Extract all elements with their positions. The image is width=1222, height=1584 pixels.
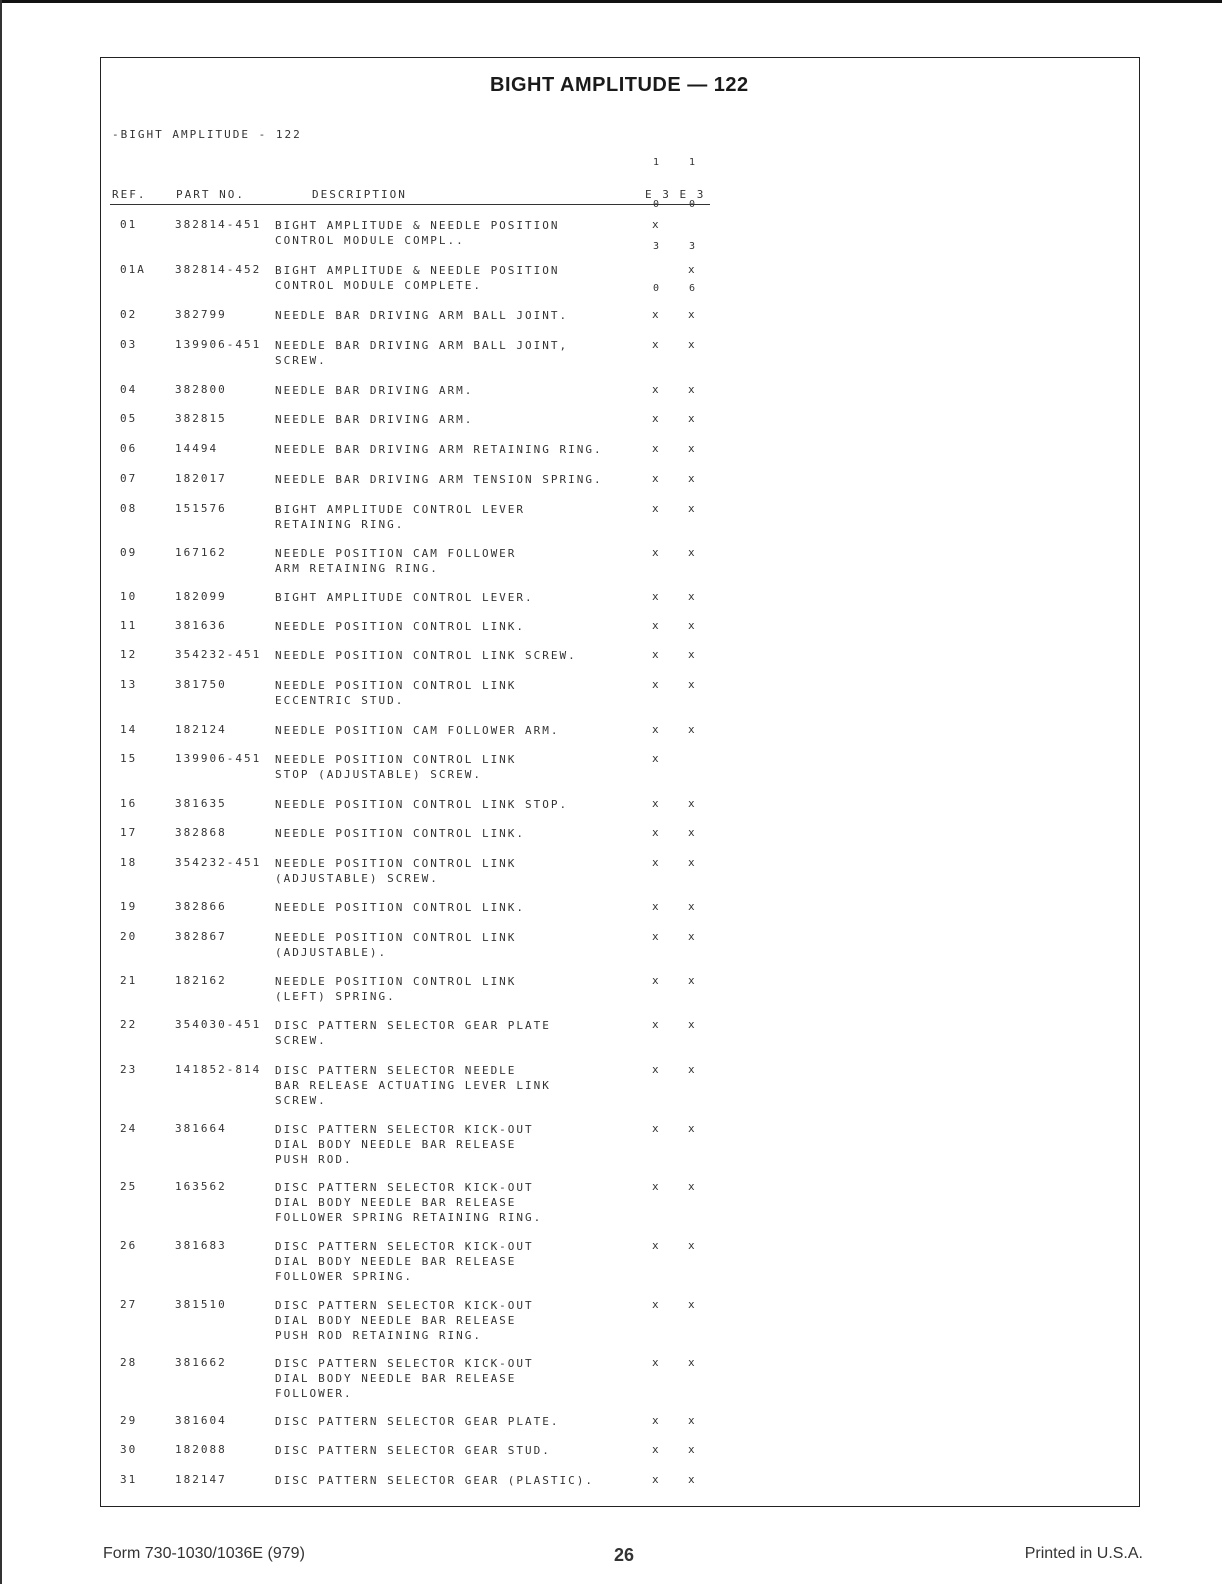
page-title: BIGHT AMPLITUDE — 122 [490, 74, 749, 96]
description-line: DISC PATTERN SELECTOR NEEDLE [275, 1064, 517, 1077]
ref-cell: 09 [120, 546, 138, 559]
model-1030-mark: x [652, 648, 661, 661]
ref-cell: 14 [120, 723, 138, 736]
description-line: NEEDLE BAR DRIVING ARM. [275, 384, 474, 397]
model-1036-mark: x [688, 797, 697, 810]
description-line: FOLLOWER SPRING RETAINING RING. [275, 1211, 543, 1224]
model-1030-mark: x [652, 752, 661, 765]
ref-cell: 13 [120, 678, 138, 691]
model-1030-mark: x [652, 383, 661, 396]
description-cell [275, 412, 473, 427]
ref-cell: 26 [120, 1239, 138, 1252]
ref-cell: 06 [120, 442, 138, 455]
model-1030-mark: x [652, 1414, 661, 1427]
model-char: 3 [652, 241, 662, 252]
model-1036-mark: x [688, 546, 697, 559]
model-1030-mark: x [652, 1473, 661, 1486]
model-1030-mark: x [652, 472, 661, 485]
description-cell [275, 678, 516, 708]
description-line: NEEDLE POSITION CONTROL LINK. [275, 827, 526, 840]
ref-cell: 31 [120, 1473, 138, 1486]
model-1030-mark: x [652, 1239, 661, 1252]
description-cell [275, 1239, 534, 1284]
model-1036-mark: x [688, 1122, 697, 1135]
ref-cell: 29 [120, 1414, 138, 1427]
part-number-cell: 151576 [175, 502, 227, 515]
model-1036-mark: x [688, 1018, 697, 1031]
model-1036-mark: x [688, 1180, 697, 1193]
ref-cell: 27 [120, 1298, 138, 1311]
description-cell [275, 900, 525, 915]
ref-cell: 25 [120, 1180, 138, 1193]
description-cell [275, 472, 603, 487]
model-char: 3 [688, 241, 698, 252]
part-number-cell: 163562 [175, 1180, 227, 1193]
description-line: NEEDLE BAR DRIVING ARM TENSION SPRING. [275, 473, 603, 486]
description-cell [275, 502, 525, 532]
model-char: 6 [688, 283, 698, 294]
description-line: DIAL BODY NEEDLE BAR RELEASE [275, 1196, 517, 1209]
description-line: DISC PATTERN SELECTOR KICK-OUT [275, 1240, 534, 1253]
model-1036-mark: x [688, 1356, 697, 1369]
ref-cell: 18 [120, 856, 138, 869]
model-1036-mark: x [688, 383, 697, 396]
model-column-1036 [687, 128, 699, 310]
description-line: (ADJUSTABLE). [275, 946, 388, 959]
description-cell [275, 826, 525, 841]
model-1036-mark: x [688, 308, 697, 321]
ref-cell: 01A [120, 263, 146, 276]
left-edge-line [0, 0, 2, 1584]
part-number-cell: 182099 [175, 590, 227, 603]
description-line: PUSH ROD. [275, 1153, 353, 1166]
part-number-cell: 382800 [175, 383, 227, 396]
ref-cell: 12 [120, 648, 138, 661]
model-1036-mark: x [688, 826, 697, 839]
description-cell [275, 546, 516, 576]
ref-cell: 17 [120, 826, 138, 839]
model-1036-mark: x [688, 1443, 697, 1456]
model-1036-mark: x [688, 472, 697, 485]
part-number-cell: 354232-451 [175, 648, 262, 661]
header-ref: REF. [112, 188, 147, 201]
description-cell [275, 974, 516, 1004]
description-cell [275, 338, 568, 368]
part-number-cell: 139906-451 [175, 338, 262, 351]
header-rule [110, 204, 710, 205]
part-number-cell: 381662 [175, 1356, 227, 1369]
model-1036-mark: x [688, 263, 697, 276]
ref-cell: 23 [120, 1063, 138, 1076]
model-1030-mark: x [652, 678, 661, 691]
description-line: BIGHT AMPLITUDE & NEEDLE POSITION [275, 219, 560, 232]
model-1036-mark: x [688, 856, 697, 869]
ref-cell: 10 [120, 590, 138, 603]
model-1036-mark: x [688, 1473, 697, 1486]
description-line: CONTROL MODULE COMPL.. [275, 234, 465, 247]
description-line: NEEDLE BAR DRIVING ARM. [275, 413, 474, 426]
part-number-cell: 381635 [175, 797, 227, 810]
description-line: RETAINING RING. [275, 518, 405, 531]
description-line: CONTROL MODULE COMPLETE. [275, 279, 482, 292]
model-1030-mark: x [652, 930, 661, 943]
description-line: DISC PATTERN SELECTOR GEAR (PLASTIC). [275, 1474, 595, 1487]
description-line: NEEDLE POSITION CONTROL LINK SCREW. [275, 649, 577, 662]
description-line: (ADJUSTABLE) SCREW. [275, 872, 439, 885]
description-cell [275, 1298, 534, 1343]
ref-cell: 24 [120, 1122, 138, 1135]
description-line: NEEDLE POSITION CONTROL LINK [275, 931, 517, 944]
model-1030-mark: x [652, 546, 661, 559]
ref-cell: 05 [120, 412, 138, 425]
part-number-cell: 182147 [175, 1473, 227, 1486]
description-cell [275, 1122, 534, 1167]
ref-cell: 16 [120, 797, 138, 810]
ref-cell: 04 [120, 383, 138, 396]
model-1030-mark: x [652, 723, 661, 736]
model-1030-mark: x [652, 856, 661, 869]
model-1036-mark: x [688, 1239, 697, 1252]
model-1036-mark: x [688, 648, 697, 661]
ref-cell: 07 [120, 472, 138, 485]
part-number-cell: 382866 [175, 900, 227, 913]
description-line: NEEDLE POSITION CONTROL LINK [275, 753, 517, 766]
ref-cell: 28 [120, 1356, 138, 1369]
description-line: NEEDLE POSITION CAM FOLLOWER [275, 547, 517, 560]
part-number-cell: 381510 [175, 1298, 227, 1311]
model-1036-mark: x [688, 412, 697, 425]
description-cell [275, 1473, 594, 1488]
model-1036-mark: x [688, 930, 697, 943]
description-line: DISC PATTERN SELECTOR GEAR PLATE [275, 1019, 551, 1032]
description-line: SCREW. [275, 1094, 327, 1107]
description-cell [275, 752, 516, 782]
model-1030-mark: x [652, 619, 661, 632]
description-line: NEEDLE POSITION CONTROL LINK [275, 857, 517, 870]
part-number-cell: 182017 [175, 472, 227, 485]
part-number-cell: 182088 [175, 1443, 227, 1456]
ref-cell: 02 [120, 308, 138, 321]
ref-cell: 01 [120, 218, 138, 231]
model-1036-mark: x [688, 974, 697, 987]
ref-cell: 20 [120, 930, 138, 943]
part-number-cell: 382867 [175, 930, 227, 943]
description-line: BAR RELEASE ACTUATING LEVER LINK [275, 1079, 551, 1092]
part-number-cell: 381750 [175, 678, 227, 691]
model-1036-mark: x [688, 900, 697, 913]
description-line: BIGHT AMPLITUDE & NEEDLE POSITION [275, 264, 560, 277]
description-cell [275, 1180, 542, 1225]
model-1030-mark: x [652, 1063, 661, 1076]
model-1036-mark: x [688, 502, 697, 515]
model-1030-mark: x [652, 1443, 661, 1456]
description-line: NEEDLE POSITION CONTROL LINK. [275, 620, 526, 633]
description-line: ARM RETAINING RING. [275, 562, 439, 575]
part-number-cell: 382799 [175, 308, 227, 321]
description-line: NEEDLE POSITION CAM FOLLOWER ARM. [275, 724, 560, 737]
header-model-suffixes: E 3 E 3 [645, 188, 706, 201]
description-line: NEEDLE BAR DRIVING ARM RETAINING RING. [275, 443, 603, 456]
model-1030-mark: x [652, 826, 661, 839]
ref-cell: 03 [120, 338, 138, 351]
model-1030-mark: x [652, 338, 661, 351]
ref-cell: 19 [120, 900, 138, 913]
model-char: 0 [652, 283, 662, 294]
model-1030-mark: x [652, 974, 661, 987]
description-line: DISC PATTERN SELECTOR KICK-OUT [275, 1181, 534, 1194]
part-number-cell: 382868 [175, 826, 227, 839]
description-line: FOLLOWER. [275, 1387, 353, 1400]
model-1036-mark: x [688, 338, 697, 351]
description-line: DIAL BODY NEEDLE BAR RELEASE [275, 1138, 517, 1151]
description-line: DISC PATTERN SELECTOR KICK-OUT [275, 1357, 534, 1370]
part-number-cell: 14494 [175, 442, 219, 455]
part-number-cell: 382814-451 [175, 218, 262, 231]
description-line: NEEDLE BAR DRIVING ARM BALL JOINT. [275, 309, 569, 322]
model-1030-mark: x [652, 218, 661, 231]
part-number-cell: 139906-451 [175, 752, 262, 765]
model-1030-mark: x [652, 1122, 661, 1135]
description-cell [275, 619, 525, 634]
top-edge-line [0, 0, 1222, 3]
description-cell [275, 263, 560, 293]
description-line: (LEFT) SPRING. [275, 990, 396, 1003]
description-cell [275, 1018, 551, 1048]
description-line: DIAL BODY NEEDLE BAR RELEASE [275, 1372, 517, 1385]
model-1036-mark: x [688, 678, 697, 691]
description-cell [275, 442, 603, 457]
part-number-cell: 182124 [175, 723, 227, 736]
model-1036-mark: x [688, 1298, 697, 1311]
model-1030-mark: x [652, 900, 661, 913]
part-number-cell: 381636 [175, 619, 227, 632]
section-subtitle: -BIGHT AMPLITUDE - 122 [112, 128, 302, 141]
description-line: SCREW. [275, 354, 327, 367]
model-char: 1 [652, 157, 662, 168]
part-number-cell: 381664 [175, 1122, 227, 1135]
model-1030-mark: x [652, 442, 661, 455]
model-1030-mark: x [652, 797, 661, 810]
model-1030-mark: x [652, 1356, 661, 1369]
description-cell [275, 1356, 534, 1401]
part-number-cell: 382815 [175, 412, 227, 425]
part-number-cell: 182162 [175, 974, 227, 987]
part-number-cell: 381683 [175, 1239, 227, 1252]
ref-cell: 22 [120, 1018, 138, 1031]
description-line: NEEDLE POSITION CONTROL LINK [275, 975, 517, 988]
model-1030-mark: x [652, 1018, 661, 1031]
part-number-cell: 354232-451 [175, 856, 262, 869]
ref-cell: 21 [120, 974, 138, 987]
description-line: NEEDLE POSITION CONTROL LINK STOP. [275, 798, 569, 811]
description-line: DIAL BODY NEEDLE BAR RELEASE [275, 1314, 517, 1327]
part-number-cell: 167162 [175, 546, 227, 559]
description-line: ECCENTRIC STUD. [275, 694, 405, 707]
part-number-cell: 381604 [175, 1414, 227, 1427]
description-cell [275, 383, 473, 398]
model-1036-mark: x [688, 590, 697, 603]
header-description: DESCRIPTION [312, 188, 407, 201]
part-number-cell: 354030-451 [175, 1018, 262, 1031]
description-cell [275, 648, 577, 663]
description-line: FOLLOWER SPRING. [275, 1270, 413, 1283]
model-1030-mark: x [652, 502, 661, 515]
model-1030-mark: x [652, 1180, 661, 1193]
model-1030-mark: x [652, 1298, 661, 1311]
part-number-cell: 141852-814 [175, 1063, 262, 1076]
form-number: Form 730-1030/1036E (979) [103, 1545, 305, 1562]
description-line: DISC PATTERN SELECTOR KICK-OUT [275, 1299, 534, 1312]
description-line: NEEDLE POSITION CONTROL LINK [275, 679, 517, 692]
ref-cell: 15 [120, 752, 138, 765]
description-line: BIGHT AMPLITUDE CONTROL LEVER [275, 503, 526, 516]
model-1036-mark: x [688, 442, 697, 455]
ref-cell: 30 [120, 1443, 138, 1456]
description-line: BIGHT AMPLITUDE CONTROL LEVER. [275, 591, 534, 604]
description-cell [275, 797, 568, 812]
printed-in: Printed in U.S.A. [1024, 1545, 1143, 1562]
description-cell [275, 308, 568, 323]
description-cell [275, 1414, 560, 1429]
description-cell [275, 1063, 551, 1108]
description-line: PUSH ROD RETAINING RING. [275, 1329, 482, 1342]
part-number-cell: 382814-452 [175, 263, 262, 276]
description-line: NEEDLE BAR DRIVING ARM BALL JOINT, [275, 339, 569, 352]
description-cell [275, 856, 516, 886]
description-line: SCREW. [275, 1034, 327, 1047]
model-1036-mark: x [688, 619, 697, 632]
model-1030-mark: x [652, 590, 661, 603]
description-line: DISC PATTERN SELECTOR KICK-OUT [275, 1123, 534, 1136]
description-line: STOP (ADJUSTABLE) SCREW. [275, 768, 482, 781]
model-1030-mark: x [652, 412, 661, 425]
ref-cell: 11 [120, 619, 138, 632]
model-1030-mark: x [652, 308, 661, 321]
model-1036-mark: x [688, 1063, 697, 1076]
ref-cell: 08 [120, 502, 138, 515]
page-number: 26 [614, 1545, 635, 1565]
description-cell [275, 723, 560, 738]
description-cell [275, 1443, 551, 1458]
description-line: DISC PATTERN SELECTOR GEAR PLATE. [275, 1415, 560, 1428]
description-line: DISC PATTERN SELECTOR GEAR STUD. [275, 1444, 551, 1457]
description-cell [275, 218, 560, 248]
description-cell [275, 930, 516, 960]
description-cell [275, 590, 534, 605]
model-1036-mark: x [688, 723, 697, 736]
description-line: DIAL BODY NEEDLE BAR RELEASE [275, 1255, 517, 1268]
model-1036-mark: x [688, 1414, 697, 1427]
description-line: NEEDLE POSITION CONTROL LINK. [275, 901, 526, 914]
model-char: 1 [688, 157, 698, 168]
header-part-no: PART NO. [176, 188, 245, 201]
